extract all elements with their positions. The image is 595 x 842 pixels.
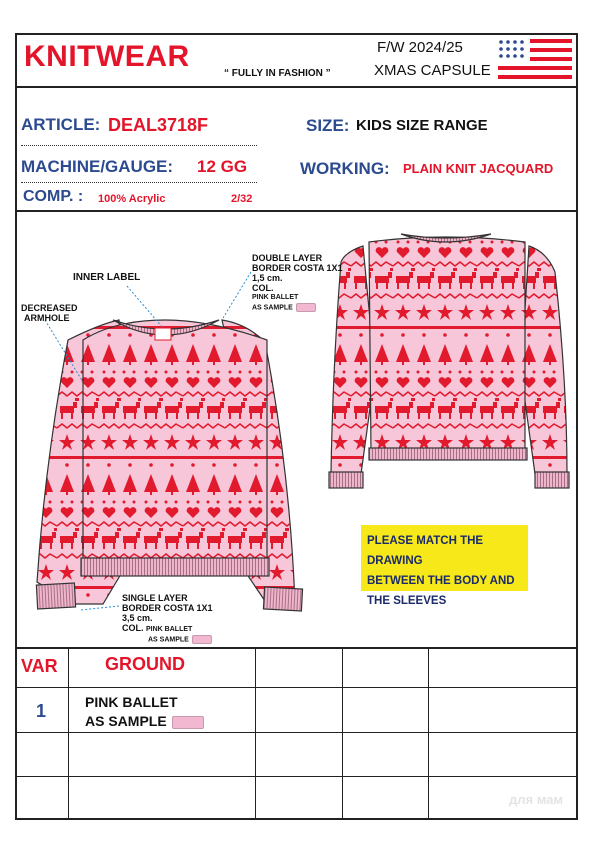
pink-ballet-swatch <box>192 635 212 644</box>
article-label: ARTICLE: <box>21 115 101 134</box>
comp-value: 100% Acrylic <box>98 193 166 205</box>
table-col-divider <box>255 647 256 820</box>
yarn-count: 2/32 <box>231 193 253 205</box>
watermark: для мам <box>509 792 563 807</box>
size-label: SIZE: <box>306 116 350 135</box>
double-layer-callout: DOUBLE LAYER BORDER COSTA 1X1 1,5 cm. COL. PINK BALLET AS SAMPLE <box>252 253 343 312</box>
capsule-label: XMAS CAPSULE <box>374 62 491 79</box>
machine-underline <box>21 182 257 183</box>
us-flag-icon <box>498 39 572 79</box>
header-divider <box>15 86 578 88</box>
table-col-divider <box>428 647 429 820</box>
size-value: KIDS SIZE RANGE <box>356 117 488 134</box>
page-title: KNITWEAR <box>24 40 190 73</box>
table-row-divider <box>15 732 578 733</box>
pink-ballet-swatch <box>172 716 204 729</box>
single-layer-callout: SINGLE LAYER BORDER COSTA 1X1 3,5 cm. COL. PINK BALLET AS SAMPLE <box>122 593 213 644</box>
working-label: WORKING: <box>300 159 390 178</box>
table-row-divider <box>15 776 578 777</box>
tagline: “ FULLY IN FASHION ” <box>224 68 331 79</box>
table-col-divider <box>342 647 343 820</box>
table-header-divider <box>15 687 578 688</box>
table-cell-ground: PINK BALLET AS SAMPLE <box>85 693 204 731</box>
table-header-var: VAR <box>21 656 58 676</box>
front-view <box>36 320 302 611</box>
table-header-ground: GROUND <box>105 654 185 674</box>
back-view <box>329 234 569 488</box>
pink-ballet-swatch <box>296 303 316 312</box>
machine-label: MACHINE/GAUGE: <box>21 157 174 176</box>
table-col-divider <box>68 647 69 820</box>
article-underline <box>21 145 257 146</box>
article-value: DEAL3718F <box>108 115 209 135</box>
comp-label: COMP. : <box>23 188 84 205</box>
machine-value: 12 GG <box>197 157 248 176</box>
inner-label-callout: INNER LABEL <box>73 272 141 283</box>
season-label: F/W 2024/25 <box>377 39 463 56</box>
match-drawing-note: PLEASE MATCH THE DRAWING BETWEEN THE BODY AND THE SLEEVES <box>361 525 528 591</box>
table-cell-var: 1 <box>36 701 47 721</box>
working-value: PLAIN KNIT JACQUARD <box>403 161 554 176</box>
decreased-armhole-callout: DECREASED ARMHOLE <box>21 303 78 323</box>
table-top-border <box>15 647 578 649</box>
